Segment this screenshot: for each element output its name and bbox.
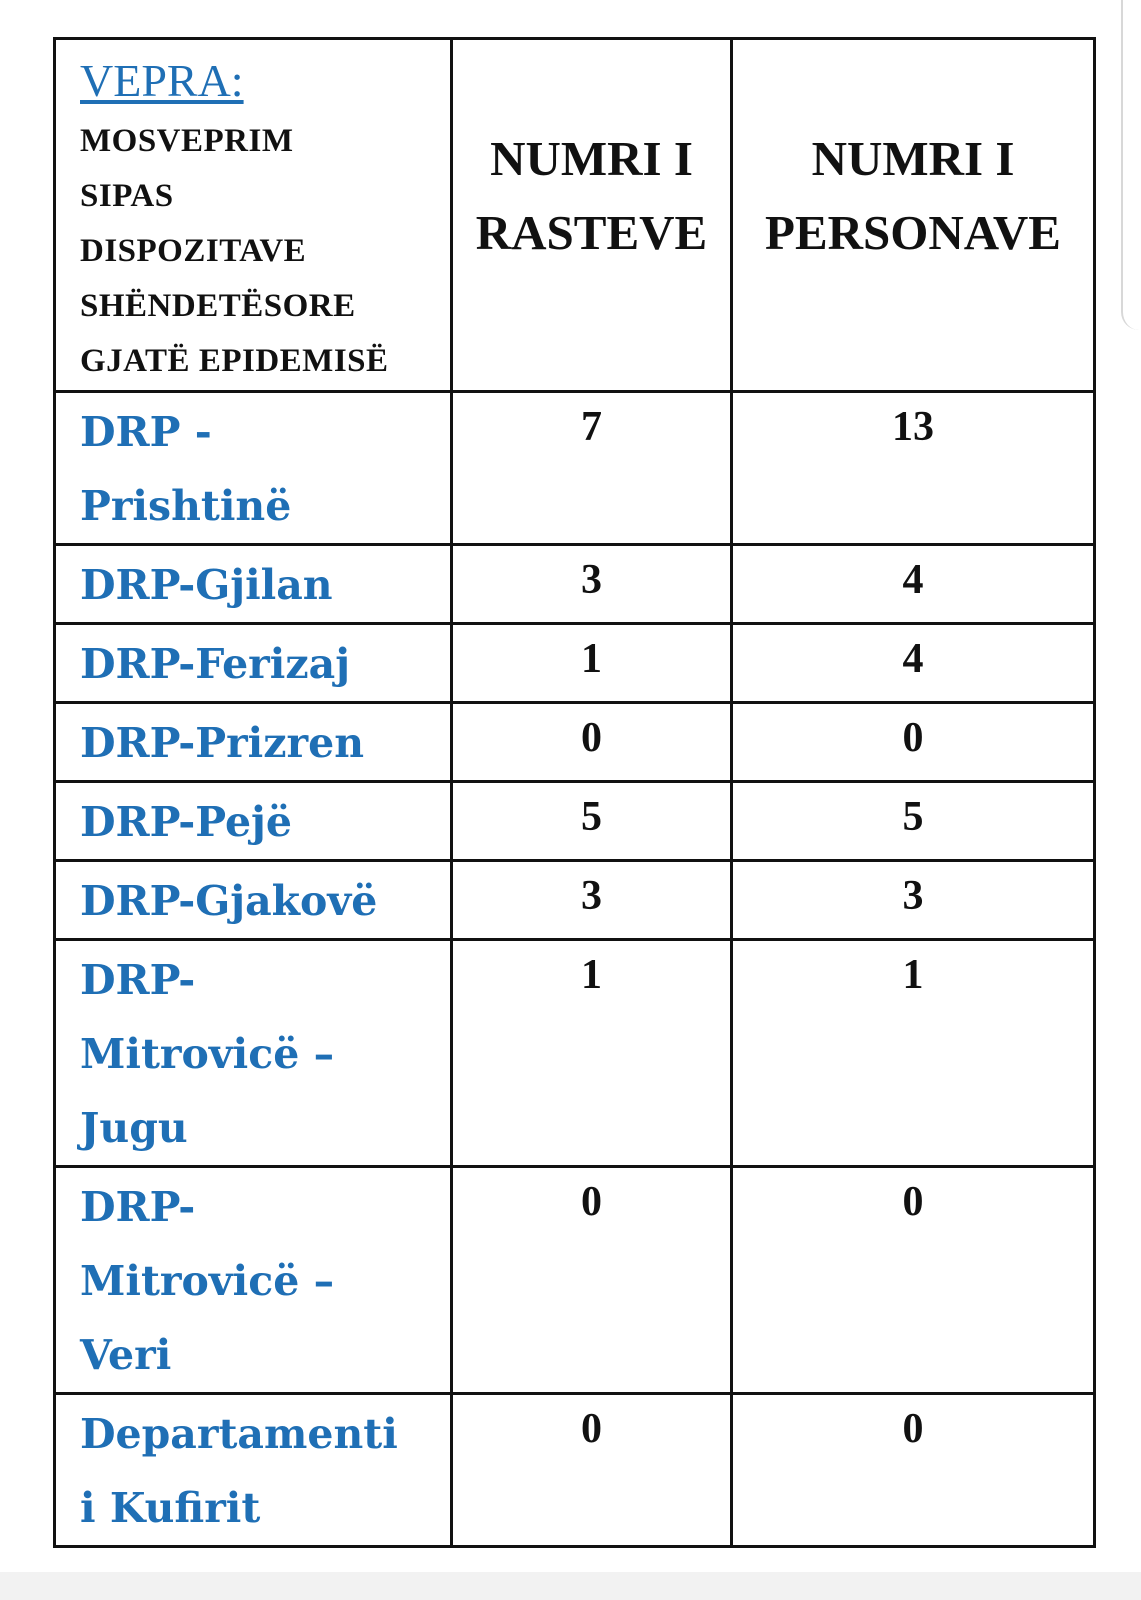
column-header-line: PERSONAVE [765,205,1061,260]
persons-cell: 0 [732,1167,1095,1394]
offense-line: GJATË EPIDEMISË [80,343,389,379]
offense-title: VEPRA: [80,55,244,106]
table-row [55,861,1095,940]
table-row [55,1394,1095,1547]
table-row [55,782,1095,861]
region-cell [55,392,452,545]
region-label-line: i Kufirit [80,1484,261,1532]
region-label-line: Departamenti [80,1410,398,1458]
region-label-line: DRP-Gjakovë [80,877,378,925]
offense-line: MOSVEPRIM [80,123,294,159]
region-label-line: Jugu [80,1104,188,1152]
region-cell [55,1394,452,1547]
statistics-table [53,37,1096,1548]
cases-cell: 1 [452,940,732,1167]
bottom-bar [0,1572,1141,1600]
persons-cell: 4 [732,545,1095,624]
cases-cell: 0 [452,1394,732,1547]
column-header-line: NUMRI I [811,131,1015,186]
region-cell [55,782,452,861]
column-header-line: NUMRI I [490,131,693,186]
persons-cell: 13 [732,392,1095,545]
offense-line: DISPOZITAVE [80,233,307,269]
cases-cell: 3 [452,545,732,624]
region-label-line: DRP- [80,956,196,1004]
region-cell [55,545,452,624]
region-label-line: DRP - [80,408,212,456]
persons-cell: 4 [732,624,1095,703]
region-cell [55,1167,452,1394]
column-header-line: RASTEVE [475,205,708,260]
persons-cell: 0 [732,703,1095,782]
cases-cell: 0 [452,703,732,782]
region-cell [55,861,452,940]
cases-cell: 1 [452,624,732,703]
persons-cell: 3 [732,861,1095,940]
table-row [55,703,1095,782]
column-header-persons [732,39,1095,392]
offense-line: SHËNDETËSORE [80,288,356,324]
table-row [55,1167,1095,1394]
offense-header-cell [55,39,452,392]
region-label-line: Mitrovicë – [80,1030,335,1078]
offense-line: SIPAS [80,178,174,214]
region-label-line: DRP-Prizren [80,719,365,767]
region-label-line: DRP-Gjilan [80,561,333,609]
region-label-line: DRP-Ferizaj [80,640,351,688]
table-row [55,940,1095,1167]
region-label-line: Mitrovicë – [80,1257,335,1305]
region-cell [55,624,452,703]
region-label-line: Veri [80,1331,172,1379]
offense-description [80,114,450,389]
persons-cell: 5 [732,782,1095,861]
region-label-line: DRP- [80,1183,196,1231]
cases-cell: 7 [452,392,732,545]
table-header-row [55,39,1095,392]
table-row [55,392,1095,545]
table-row [55,624,1095,703]
table-row [55,545,1095,624]
column-header-cases [452,39,732,392]
cases-cell: 5 [452,782,732,861]
persons-cell: 0 [732,1394,1095,1547]
region-label-line: DRP-Pejë [80,798,292,846]
region-label-line: Prishtinë [80,482,292,530]
persons-cell: 1 [732,940,1095,1167]
cases-cell: 0 [452,1167,732,1394]
region-cell [55,703,452,782]
cases-cell: 3 [452,861,732,940]
scroll-edge-handle[interactable] [1121,0,1141,330]
region-cell [55,940,452,1167]
